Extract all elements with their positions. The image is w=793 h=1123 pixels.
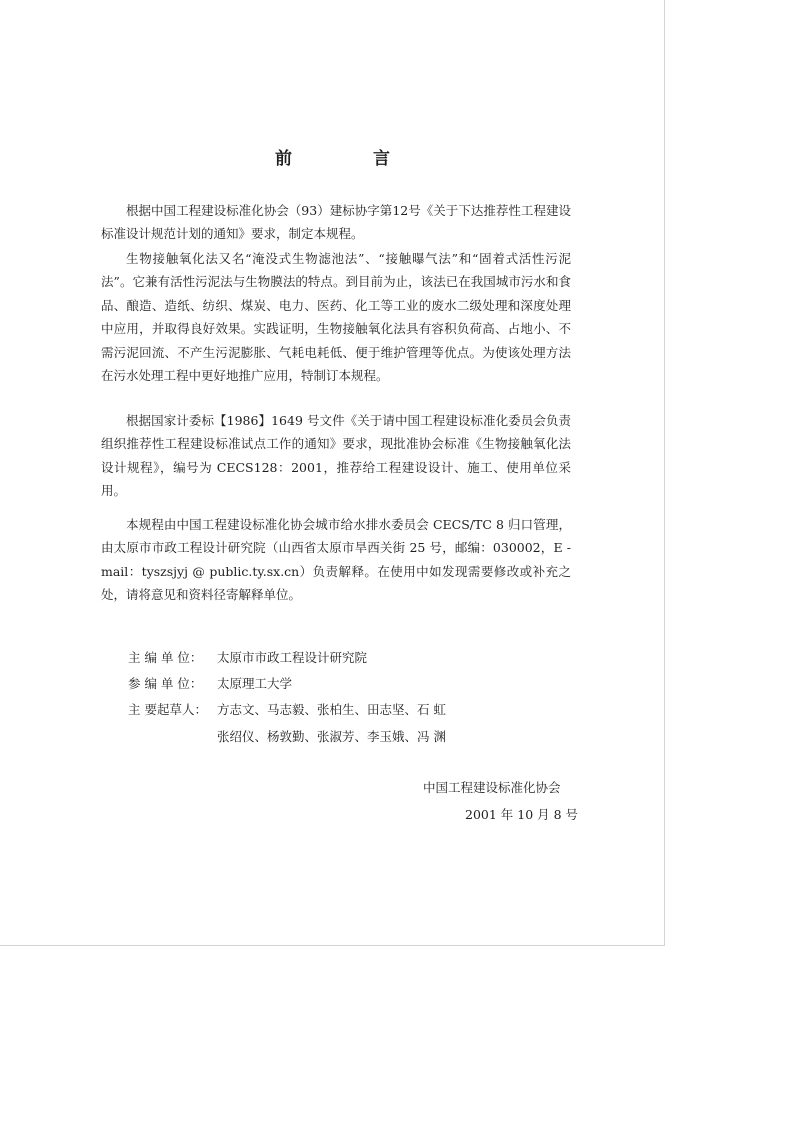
paragraph-basis: 根据中国工程建设标准化协会（93）建标协字第12号《关于下达推荐性工程建设标准设计规范计划的通知》要求，制定本规程。	[101, 203, 571, 242]
signature-organization: 中国工程建设标准化协会	[423, 780, 561, 795]
participating-unit-value: 太原理工大学	[217, 676, 293, 691]
main-drafters	[128, 700, 446, 718]
main-drafters-line1: 方志文、马志毅、张柏生、田志坚、石 虹	[217, 702, 446, 717]
paragraph-approval: 根据国家计委标【1986】1649 号文件《关于请中国工程建设标准化委员会负责组织推荐性工程建设标准试点工作的通知》要求，现批准协会标准《生物接触氧化法设计规程》，编号为 CECS128：2001，推荐给工程建设设计、施工、使用单位采用。	[101, 413, 571, 499]
chief-editor-unit	[128, 648, 367, 666]
participating-unit	[128, 674, 292, 692]
chief-editor-label: 主 编 单 位：	[128, 650, 203, 665]
signature-date: 2001 年 10 月 8 号	[465, 807, 579, 822]
main-drafters-line2: 张绍仪、杨敦勤、张淑芳、李玉娥、冯 渊	[217, 729, 446, 744]
paragraph-management: 本规程由中国工程建设标准化协会城市给水排水委员会 CECS/TC 8 归口管理，由太原市市政工程设计研究院（山西省太原市旱西关街 25 号，邮编：030002，E - mail：tyszsjyj @ public.ty.sx.cn）负责解释。在使用中如发现需要修改或补充之处，请将意见和资料径寄解释单位。	[101, 517, 571, 603]
main-drafters-label: 主 要起草人：	[128, 702, 207, 717]
chief-editor-value: 太原市市政工程设计研究院	[217, 650, 368, 665]
participating-unit-label: 参 编 单 位：	[128, 676, 203, 691]
paragraph-method-description: 生物接触氧化法又名“淹没式生物滤池法”、“接触曝气法”和“固着式活性污泥法”。它兼有活性污泥法与生物膜法的特点。到目前为止，该法已在我国城市污水和食品、酿造、造纸、纺织、煤炭、电力、医药、化工等工业的废水二级处理和深度处理中应用，并取得良好效果。实践证明，生物接触氧化法具有容积负荷高、占地小、不需污泥回流、不产生污泥膨胀、气耗电耗低、便于维护管理等优点。为使该处理方法在污水处理工程中更好地推广应用，特制订本规程。	[101, 251, 571, 384]
page-title: 前 言	[275, 149, 422, 169]
